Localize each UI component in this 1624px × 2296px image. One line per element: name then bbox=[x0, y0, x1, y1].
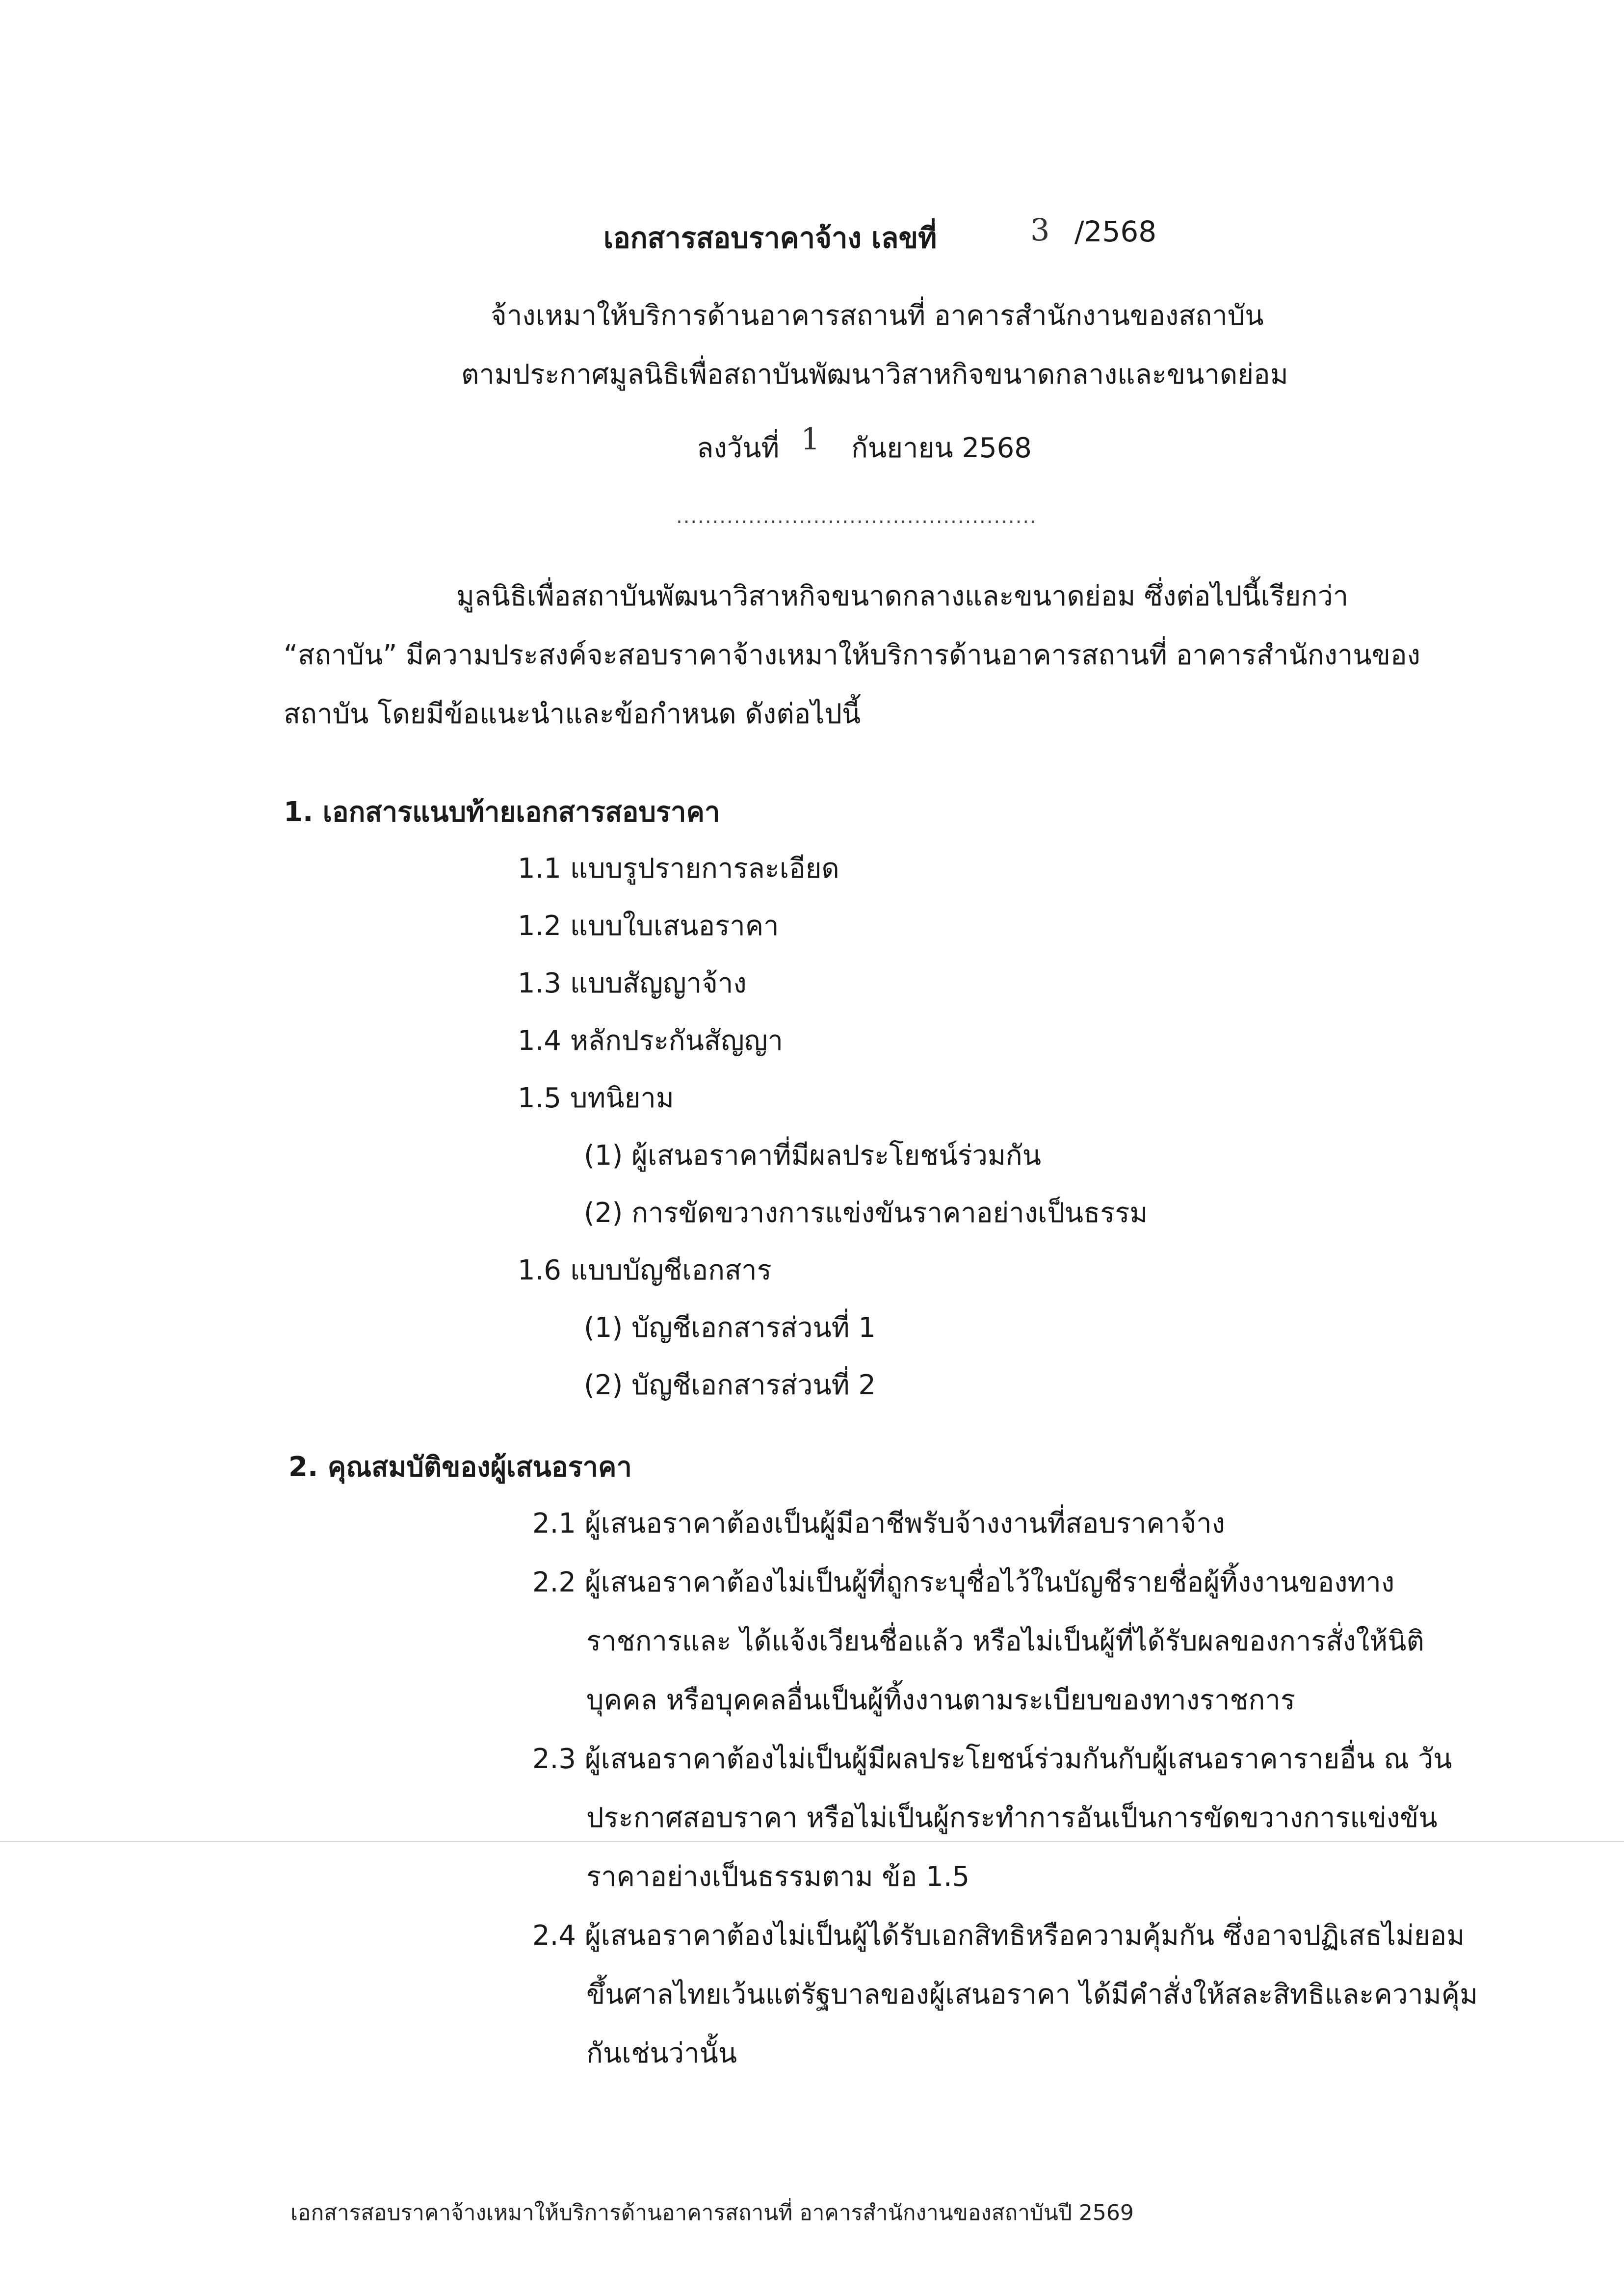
handwritten-date-day: 1 bbox=[801, 421, 820, 457]
title-suffix: /2568 bbox=[1074, 215, 1157, 248]
section-2-line: ราคาอย่างเป็นธรรมตาม ข้อ 1.5 bbox=[586, 1861, 970, 1893]
section-1-item: 1.4 หลักประกันสัญญา bbox=[518, 1025, 783, 1057]
section-2-line: 2.4 ผู้เสนอราคาต้องไม่เป็นผู้ได้รับเอกสิทธิหรือความคุ้มกัน ซึ่งอาจปฏิเสธไม่ยอม bbox=[532, 1920, 1465, 1952]
date-month-year: กันยายน 2568 bbox=[851, 432, 1032, 464]
scan-artifact-line bbox=[0, 1841, 1624, 1842]
section-2-line: บุคคล หรือบุคคลอื่นเป็นผู้ทิ้งงานตามระเบียบของทางราชการ bbox=[586, 1684, 1295, 1716]
intro-line-3: สถาบัน โดยมีข้อแนะนำและข้อกำหนด ดังต่อไปนี้ bbox=[284, 698, 861, 730]
page-footer: เอกสารสอบราคาจ้างเหมาให้บริการด้านอาคารสถานที่ อาคารสำนักงานของสถาบันปี 2569 bbox=[290, 2200, 1134, 2225]
section-1-item: 1.2 แบบใบเสนอราคา bbox=[518, 910, 779, 942]
section-2-line: ขึ้นศาลไทยเว้นแต่รัฐบาลของผู้เสนอราคา ได้มีคำสั่งให้สละสิทธิและความคุ้ม bbox=[586, 1979, 1478, 2010]
date-prefix: ลงวันที่ bbox=[697, 432, 780, 464]
section-2-line: 2.3 ผู้เสนอราคาต้องไม่เป็นผู้มีผลประโยชน์ร่วมกันกับผู้เสนอราคารายอื่น ณ วัน bbox=[532, 1743, 1452, 1775]
section-1-heading: 1. เอกสารแนบท้ายเอกสารสอบราคา bbox=[284, 796, 720, 828]
section-1-item: 1.5 บทนิยาม bbox=[518, 1082, 674, 1114]
separator-dots: .................................................. bbox=[676, 505, 1037, 528]
section-1-item: 1.6 แบบบัญชีเอกสาร bbox=[518, 1254, 772, 1286]
section-1-subitem: (2) การขัดขวางการแข่งขันราคาอย่างเป็นธรรม bbox=[584, 1197, 1148, 1229]
section-1-item: 1.3 แบบสัญญาจ้าง bbox=[518, 967, 747, 999]
section-2-line: กันเช่นว่านั้น bbox=[586, 2037, 737, 2069]
section-1-item: 1.1 แบบรูปรายการละเอียด bbox=[518, 853, 839, 885]
subtitle-line-2: ตามประกาศมูลนิธิเพื่อสถาบันพัฒนาวิสาหกิจขนาดกลางและขนาดย่อม bbox=[461, 359, 1288, 391]
section-2-line: 2.1 ผู้เสนอราคาต้องเป็นผู้มีอาชีพรับจ้างงานที่สอบราคาจ้าง bbox=[532, 1508, 1225, 1539]
title-prefix: เอกสารสอบราคาจ้าง เลขที่ bbox=[603, 221, 937, 255]
section-2-line: ราชการและ ได้แจ้งเวียนชื่อแล้ว หรือไม่เป็นผู้ที่ได้รับผลของการสั่งให้นิติ bbox=[586, 1625, 1424, 1657]
intro-line-2: “สถาบัน” มีความประสงค์จะสอบราคาจ้างเหมาให้บริการด้านอาคารสถานที่ อาคารสำนักงานของ bbox=[284, 639, 1420, 671]
section-2-line: 2.2 ผู้เสนอราคาต้องไม่เป็นผู้ที่ถูกระบุชื่อไว้ในบัญชีรายชื่อผู้ทิ้งงานของทาง bbox=[532, 1566, 1395, 1598]
section-1-subitem: (1) ผู้เสนอราคาที่มีผลประโยชน์ร่วมกัน bbox=[584, 1140, 1042, 1172]
intro-line-1: มูลนิธิเพื่อสถาบันพัฒนาวิสาหกิจขนาดกลางและขนาดย่อม ซึ่งต่อไปนี้เรียกว่า bbox=[456, 580, 1349, 612]
section-1-subitem: (2) บัญชีเอกสารส่วนที่ 2 bbox=[584, 1369, 876, 1401]
document-title bbox=[603, 215, 937, 261]
section-1-subitem: (1) บัญชีเอกสารส่วนที่ 1 bbox=[584, 1312, 876, 1344]
section-2-heading: 2. คุณสมบัติของผู้เสนอราคา bbox=[288, 1451, 632, 1483]
handwritten-document-number: 3 bbox=[1030, 212, 1050, 248]
subtitle-line-1: จ้างเหมาให้บริการด้านอาคารสถานที่ อาคารสำนักงานของสถาบัน bbox=[491, 300, 1264, 332]
section-2-line: ประกาศสอบราคา หรือไม่เป็นผู้กระทำการอันเป็นการขัดขวางการแข่งขัน bbox=[586, 1802, 1438, 1834]
